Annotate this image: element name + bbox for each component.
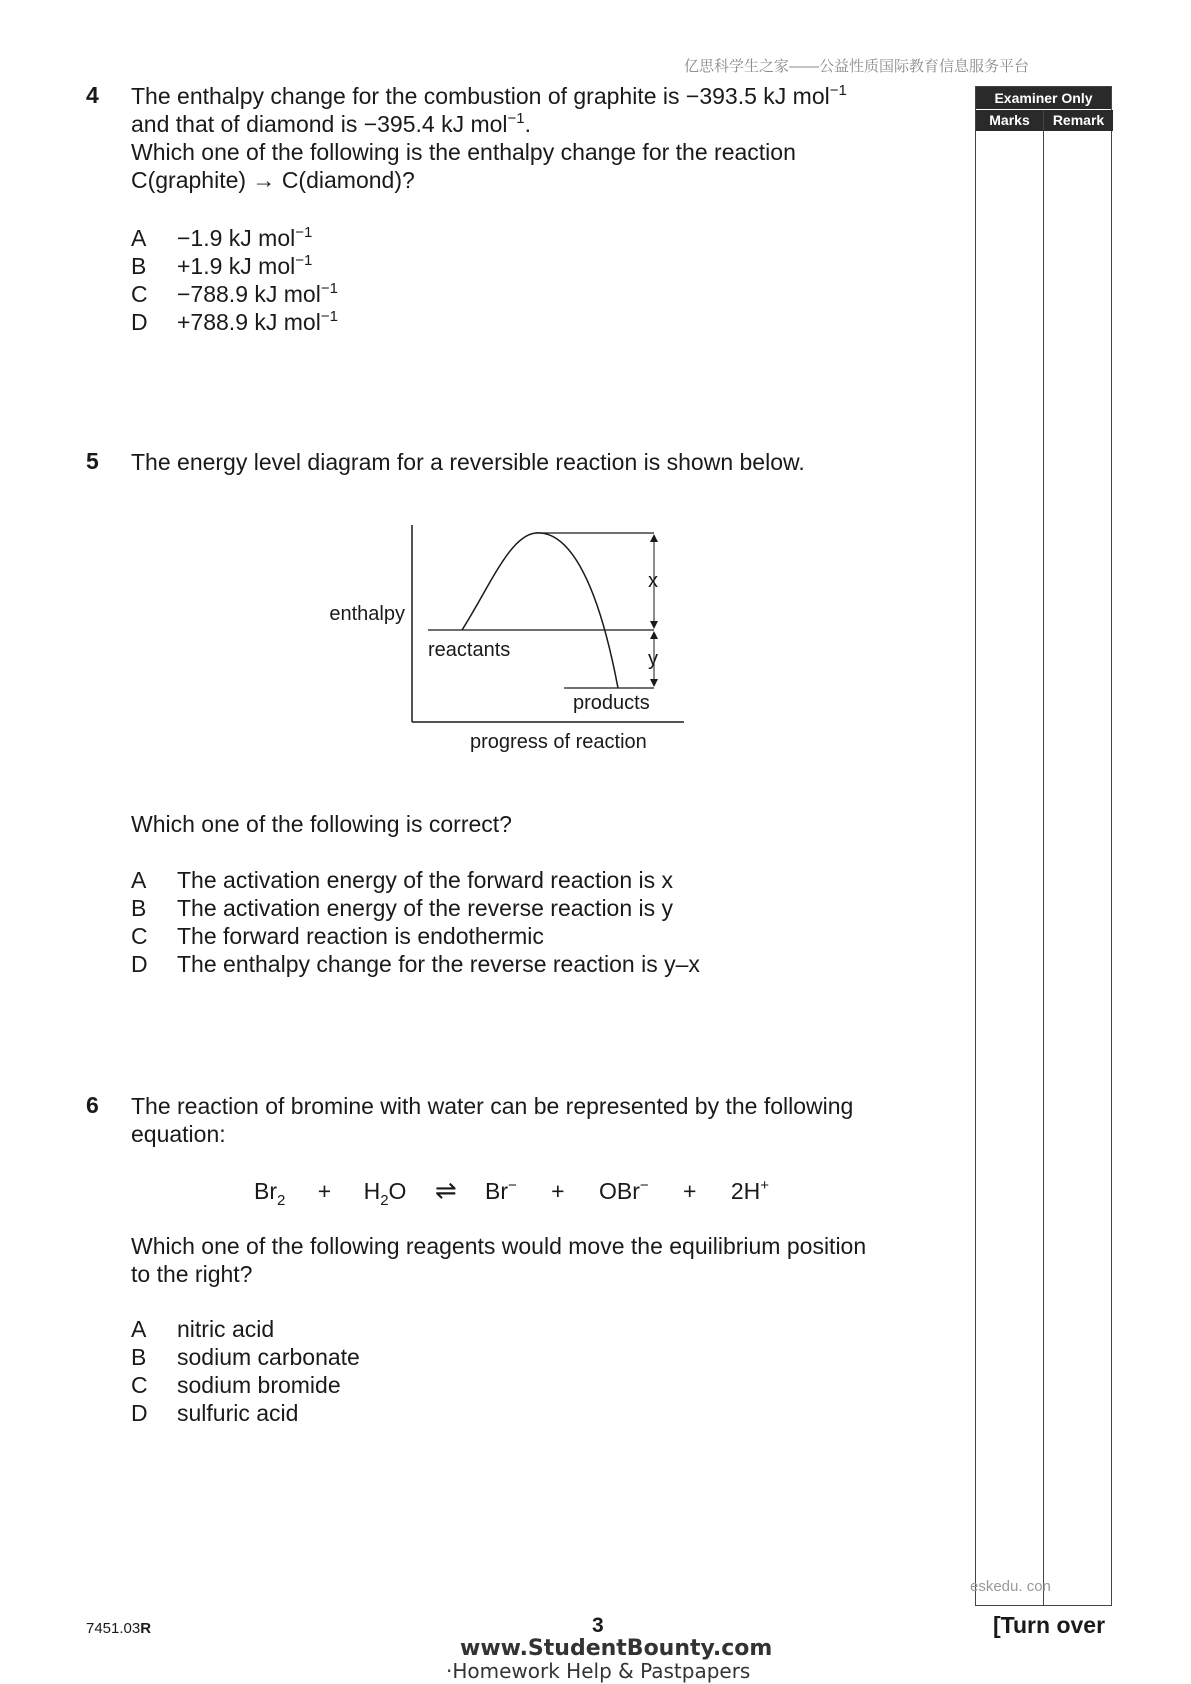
q6-line1: The reaction of bromine with water can be represented by the following: [131, 1093, 854, 1119]
question-5-intro: The energy level diagram for a reversible reaction is shown below.: [131, 449, 805, 475]
q4-line2-sup: −1: [507, 110, 525, 127]
energy-level-diagram: [320, 520, 700, 760]
q4-option-c[interactable]: C −788.9 kJ mol$^{-1}$: [131, 280, 338, 307]
eq-h2o: $H_2O$: [363, 1178, 407, 1209]
examiner-only-title: Examiner Only: [976, 87, 1111, 109]
q5-option-b[interactable]: B The activation energy of the reverse reaction is y: [131, 895, 674, 921]
q6-option-b[interactable]: B sodium carbonate: [131, 1344, 360, 1370]
x-arrow-head-down: [650, 621, 658, 629]
q4-option-b[interactable]: B +1.9 kJ mol$^{-1}$: [131, 252, 313, 279]
paper-code: 7451.03R: [86, 1620, 152, 1637]
eskedu-watermark: eskedu. con: [970, 1578, 1051, 1595]
turn-over-label: [Turn over: [993, 1612, 1106, 1638]
q6-option-a[interactable]: A nitric acid: [131, 1316, 275, 1342]
bromine-equation: [254, 1175, 770, 1209]
progress-axis-label: progress of reaction: [470, 731, 647, 753]
question-4-stem: [131, 82, 931, 194]
q6-option-c[interactable]: C sodium bromide: [131, 1372, 341, 1398]
x-arrow-head-up: [650, 534, 658, 542]
q6-q-line2: to the right?: [131, 1261, 253, 1287]
q4-line2-end: .: [524, 111, 532, 137]
q5-option-c[interactable]: C The forward reaction is endothermic: [131, 923, 544, 949]
column-divider: [1043, 110, 1044, 1605]
y-arrow-head-down: [650, 679, 658, 687]
y-label: y: [648, 648, 658, 670]
q6-line2: equation:: [131, 1121, 226, 1147]
question-4-options: [131, 224, 338, 336]
question-5-options: [131, 866, 700, 978]
examiner-only-box: [975, 86, 1112, 1606]
eq-plus-1: +: [317, 1178, 332, 1204]
q4-line2: and that of diamond is −395.4 kJ mol: [131, 111, 508, 137]
reactants-label: reactants: [428, 639, 511, 661]
question-6-stem: [131, 1092, 931, 1148]
eq-equilibrium-arrow: ⇌: [434, 1175, 457, 1205]
watermark-header: 亿思科学生之家——公益性质国际教育信息服务平台: [684, 58, 1030, 75]
q4-line1: The enthalpy change for the combustion of graphite is −393.5 kJ mol: [131, 83, 830, 109]
question-6-options: [131, 1315, 360, 1427]
reaction-curve: [462, 533, 618, 688]
x-label: x: [648, 570, 658, 592]
q4-line1-sup: −1: [829, 82, 847, 99]
question-4-number: 4: [86, 82, 99, 108]
products-label: products: [573, 692, 650, 714]
enthalpy-axis-label: enthalpy: [329, 603, 405, 625]
studentbounty-url[interactable]: www.StudentBounty.com: [460, 1636, 773, 1661]
eq-hypobromite: OBr−: [598, 1177, 649, 1204]
marks-column-header: Marks: [976, 110, 1043, 131]
eq-br2: $Br_2$: [254, 1178, 286, 1209]
question-6-number: 6: [86, 1092, 99, 1118]
eq-plus-2: +: [551, 1178, 565, 1204]
eq-hydrogen-ions: 2H+: [730, 1177, 770, 1204]
studentbounty-tagline: ·Homework Help & Pastpapers: [446, 1659, 751, 1683]
question-5-question: Which one of the following is correct?: [131, 811, 512, 837]
q4-option-a[interactable]: A −1.9 kJ mol$^{-1}$: [131, 224, 313, 251]
eq-plus-3: +: [683, 1178, 697, 1204]
q5-option-d[interactable]: D The enthalpy change for the reverse reaction is y–x: [131, 951, 700, 977]
q6-q-line1: Which one of the following reagents would move the equilibrium position: [131, 1233, 867, 1259]
question-6-question: [131, 1232, 931, 1288]
q4-option-d[interactable]: D +788.9 kJ mol$^{-1}$: [131, 308, 338, 335]
question-5-number: 5: [86, 448, 99, 474]
page-number: 3: [592, 1614, 604, 1637]
y-arrow-head-up: [650, 631, 658, 639]
eq-bromide: Br−: [485, 1177, 517, 1204]
remark-column-header: Remark: [1044, 110, 1113, 131]
q6-option-d[interactable]: D sulfuric acid: [131, 1400, 299, 1426]
q4-line4: C(graphite) → C(diamond)?: [131, 167, 415, 193]
q4-line3: Which one of the following is the enthalpy change for the reaction: [131, 139, 796, 165]
q5-option-a[interactable]: A The activation energy of the forward reaction is x: [131, 867, 674, 893]
